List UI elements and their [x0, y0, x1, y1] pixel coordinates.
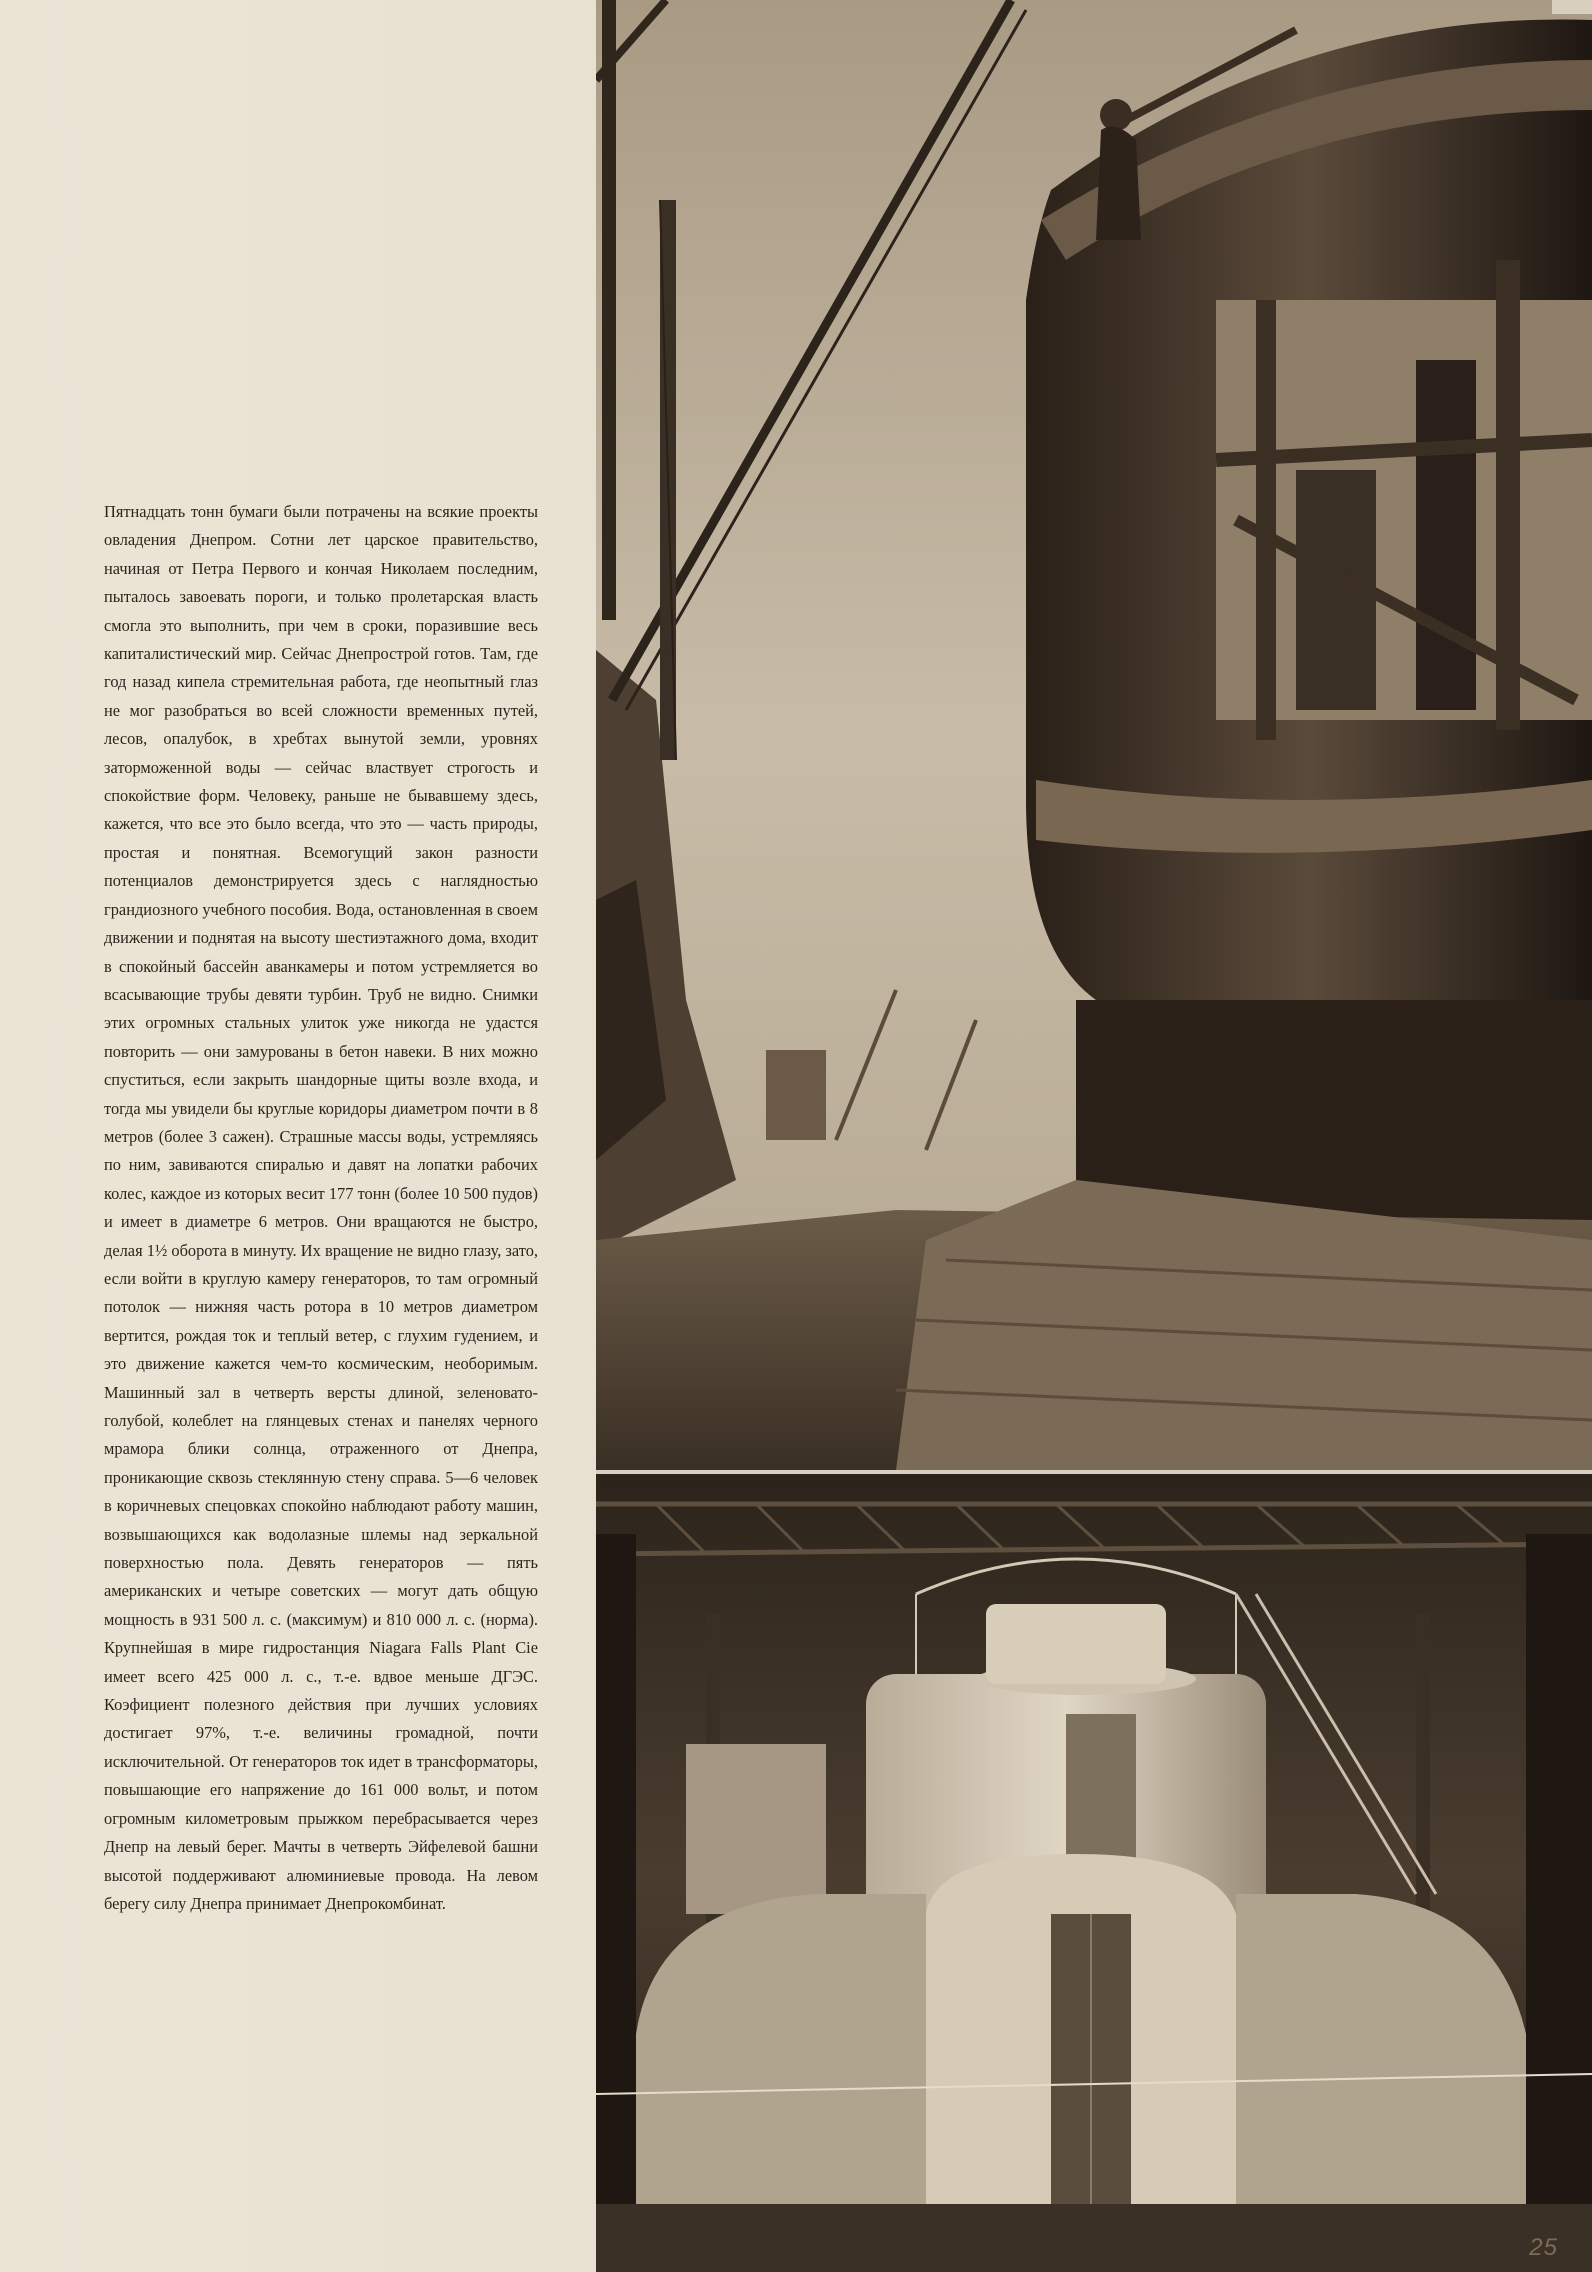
machine-hall-photo	[596, 1474, 1592, 2272]
construction-photo-image	[596, 0, 1592, 1470]
page-corner	[1552, 0, 1592, 14]
article-text: Пятнадцать тонн бумаги были потрачены на всякие проекты овладения Днепром. Сотни лет царское правительство, начиная от Петра Первого и кончая Николаем последним, пыталось завоевать пороги, и только пролетарская власть смогла это выполнить, при чем в сроки, поразившие весь капиталистический мир. Сейчас Днепрострой готов. Там, где год назад кипела стремительная работа, где неопытный глаз не мог разобраться во всей сложности временных путей, лесов, опалубок, в хребтах вынутой земли, уровнях заторможенной воды — сейчас властвует строгость и спокойствие форм. Человеку, раньше не бывавшему здесь, кажется, что все это было всегда, что это — часть природы, простая и понятная. Всемогущий закон разности потенциалов демонстрируется здесь с наглядностью грандиозного учебного пособия. Вода, остановленная в своем движении и поднятая на высоту шестиэтажного дома, входит в спокойный бассейн аванкамеры и потом устремляется во всасывающие трубы девяти турбин. Труб не видно. Снимки этих огромных стальных улиток уже никогда не удастся повторить — они замурованы в бетон навеки. В них можно спуститься, если закрыть шандорные щиты возле входа, и тогда мы увидели бы круглые коридоры диаметром почти в 8 метров (более 3 сажен). Страшные массы воды, устремляясь по ним, завиваются спиралью и давят на лопатки рабочих колес, каждое из которых весит 177 тонн (более 10 500 пудов) и имеет в диаметре 6 метров. Они вращаются не быстро, делая 1½ оборота в минуту. Их вращение не видно глазу, зато, если войти в круглую камеру генераторов, то там огромный потолок — нижняя часть ротора в 10 метров диаметром вертится, рождая ток и теплый ветер, с глухим гудением, и это движение кажется чем-то космическим, необоримым. Машинный зал в четверть версты длиной, зеленовато-голубой, колеблет на глянцевых стенах и панелях черного мрамора блики солнца, отраженного от Днепра, проникающие сквозь стеклянную стену справа. 5—6 человек в коричневых спецовках спокойно наблюдают работу машин, возвышающихся как водолазные шлемы над зеркальной поверхностью пола. Девять генераторов — пять американских и четыре советских — могут дать общую мощность в 931 500 л. с. (максимум) и 810 000 л. с. (норма). Крупнейшая в мире гидростанция Niagara Falls Plant Cie имеет всего 425 000 л. с., т.-е. вдвое меньше ДГЭС. Коэфициент полезного действия при лучших условиях достигает 97%, т.-е. величины громадной, почти исключительной. От генераторов ток идет в трансформаторы, повышающие его напряжение до 161 000 вольт, и потом огромным километровым прыжком перебрасывается через Днепр на левый берег. Мачты в четверть Эйфелевой башни высотой поддерживают алюминиевые провода. На левом берегу силу Днепра принимает Днепрокомбинат.	[104, 502, 538, 1913]
machine-hall-photo-image	[596, 1474, 1592, 2272]
photo-column	[596, 0, 1592, 2272]
page-number: 25	[1529, 2234, 1558, 2261]
construction-photo	[596, 0, 1592, 1470]
